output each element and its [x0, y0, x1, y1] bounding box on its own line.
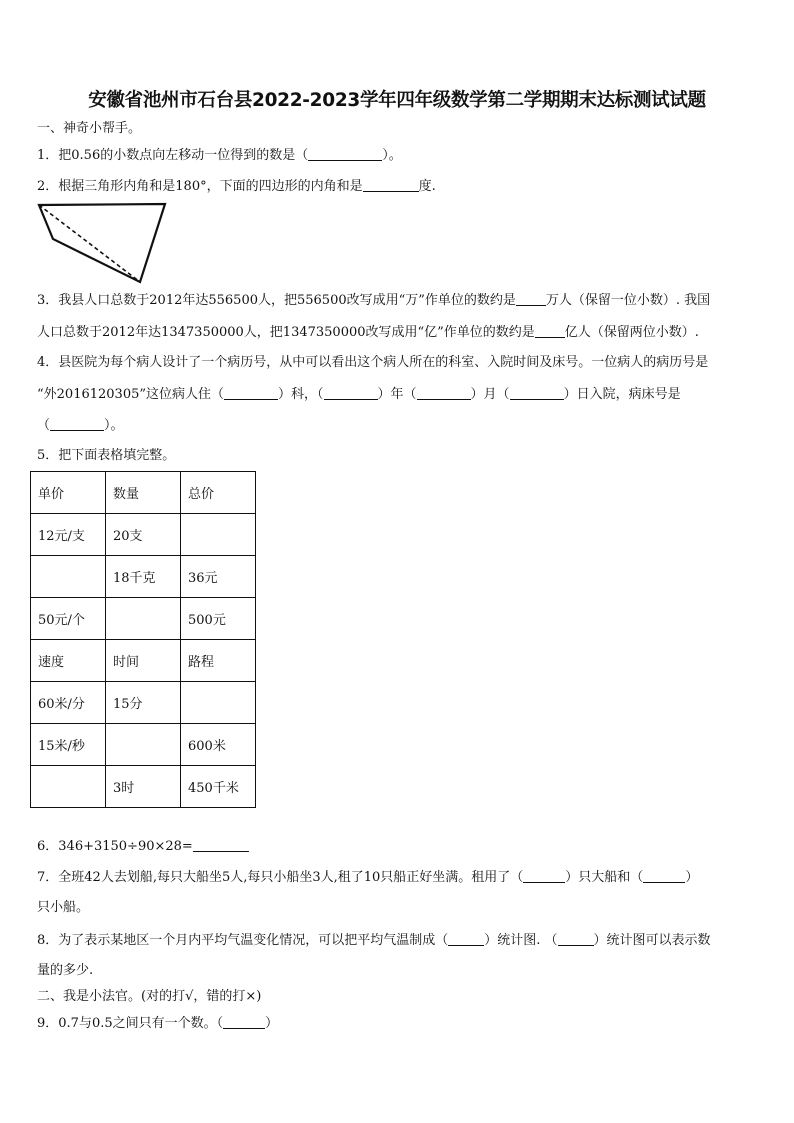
table-cell-blank[interactable] — [106, 724, 181, 766]
question-6 — [37, 838, 762, 855]
q8-text-a: 8．为了表示某地区一个月内平均气温变化情况，可以把平均气温制成（ — [37, 933, 449, 948]
quadrilateral-outline — [39, 204, 165, 282]
table-row — [31, 598, 256, 640]
question-8-line-2: 量的多少. — [37, 963, 94, 978]
q4-text-d: ）月（ — [470, 387, 510, 402]
diagonal-dashed-line — [39, 205, 140, 282]
q1-blank[interactable] — [308, 147, 382, 161]
q2-blank[interactable] — [363, 178, 419, 192]
q3-text: 3．我县人口总数于2012年达556500人，把556500改写成用“万”作单位的数约是 — [37, 293, 516, 308]
table-cell-blank[interactable] — [31, 556, 106, 598]
question-8-line-1 — [37, 932, 762, 949]
q6-blank[interactable] — [193, 838, 249, 852]
q4-text-c: ）年（ — [377, 387, 417, 402]
table-cell: 12元/支 — [31, 514, 106, 556]
section-1-heading: 一、神奇小帮手。 — [37, 121, 142, 136]
table-cell: 15米/秒 — [31, 724, 106, 766]
table-cell: 速度 — [31, 640, 106, 682]
table-cell: 50元/个 — [31, 598, 106, 640]
question-4-line-2 — [37, 386, 762, 403]
table-cell: 总价 — [181, 472, 256, 514]
q4-blank-month[interactable] — [417, 386, 471, 400]
q9-text-end: ） — [265, 1016, 279, 1031]
q9-text: 9．0.7与0.5之间只有一个数。（ — [37, 1016, 224, 1031]
q4-text-f: （ — [37, 418, 51, 433]
quadrilateral-figure — [36, 200, 168, 284]
q4-blank-day[interactable] — [510, 386, 564, 400]
question-3-line-2 — [37, 324, 762, 341]
table-row — [31, 514, 256, 556]
question-4-line-3 — [37, 417, 762, 434]
q8-blank-2[interactable] — [558, 932, 594, 946]
table-cell: 时间 — [106, 640, 181, 682]
page-title: 安徽省池州市石台县2022-2023学年四年级数学第二学期期末达标测试试题 — [88, 90, 706, 111]
q9-blank[interactable] — [223, 1015, 265, 1029]
table-row — [31, 640, 256, 682]
q3-text-mid: 万人（保留一位小数）. 我国 — [545, 293, 711, 308]
table-row — [31, 472, 256, 514]
question-7-line-1 — [37, 869, 762, 886]
q2-text-end: 度. — [418, 179, 436, 194]
table-row — [31, 682, 256, 724]
q4-text-a: “外2016120305”这位病人住（ — [37, 387, 225, 402]
table-cell: 450千米 — [181, 766, 256, 808]
table-cell: 15分 — [106, 682, 181, 724]
q3-text-end: 亿人（保留两位小数）. — [564, 325, 699, 340]
table-cell: 3时 — [106, 766, 181, 808]
q4-blank-bed[interactable] — [50, 417, 104, 431]
table-cell: 20支 — [106, 514, 181, 556]
table-cell: 18千克 — [106, 556, 181, 598]
question-3-line-1 — [37, 292, 762, 309]
q4-blank-department[interactable] — [224, 386, 278, 400]
question-4-line-1: 4．县医院为每个病人设计了一个病历号，从中可以看出这个病人所在的科室、入院时间及床号。一位病人的病历号是 — [37, 355, 709, 370]
question-7-line-2: 只小船。 — [37, 900, 90, 915]
q1-text: 1．把0.56的小数点向左移动一位得到的数是（ — [37, 148, 309, 163]
q6-text: 6．346+3150÷90×28= — [37, 839, 193, 854]
q4-blank-year[interactable] — [324, 386, 378, 400]
q3-text-2: 人口总数于2012年达1347350000人，把1347350000改写成用“亿”作单位的数约是 — [37, 325, 535, 340]
q4-text-b: ）科，（ — [278, 387, 324, 402]
q7-text-a: 7．全班42人去划船,每只大船坐5人,每只小船坐3人,租了10只船正好坐满。租用了（ — [37, 870, 524, 885]
table-cell: 路程 — [181, 640, 256, 682]
question-2 — [37, 178, 762, 195]
question-9 — [37, 1015, 762, 1032]
table-cell-blank[interactable] — [181, 514, 256, 556]
table-row — [31, 556, 256, 598]
q7-blank-big-boats[interactable] — [523, 869, 565, 883]
q4-text-g: ）。 — [104, 418, 124, 433]
question-1 — [37, 147, 762, 164]
section-2-heading: 二、我是小法官。(对的打√，错的打×) — [37, 989, 262, 1004]
q8-text-c: ）统计图可以表示数 — [593, 933, 711, 948]
q7-blank-small-boats[interactable] — [643, 869, 685, 883]
table-cell-blank[interactable] — [181, 682, 256, 724]
table-row — [31, 724, 256, 766]
table-cell-blank[interactable] — [106, 598, 181, 640]
table-row — [31, 766, 256, 808]
q3-blank-1[interactable] — [516, 292, 546, 306]
q7-text-c: ） — [685, 870, 699, 885]
q7-text-b: ）只大船和（ — [565, 870, 644, 885]
q8-text-b: ）统计图. （ — [484, 933, 558, 948]
q4-text-e: ）日入院，病床号是 — [563, 387, 681, 402]
table-cell: 数量 — [106, 472, 181, 514]
q1-text-end: ）。 — [382, 148, 402, 163]
table-cell: 600米 — [181, 724, 256, 766]
q3-blank-2[interactable] — [535, 324, 565, 338]
question-5: 5．把下面表格填完整。 — [37, 448, 176, 463]
fill-table — [30, 471, 256, 808]
table-cell: 60米/分 — [31, 682, 106, 724]
table-cell: 500元 — [181, 598, 256, 640]
table-cell: 36元 — [181, 556, 256, 598]
table-cell: 单价 — [31, 472, 106, 514]
q8-blank-1[interactable] — [448, 932, 484, 946]
q2-text: 2．根据三角形内角和是180°，下面的四边形的内角和是 — [37, 179, 363, 194]
table-cell-blank[interactable] — [31, 766, 106, 808]
